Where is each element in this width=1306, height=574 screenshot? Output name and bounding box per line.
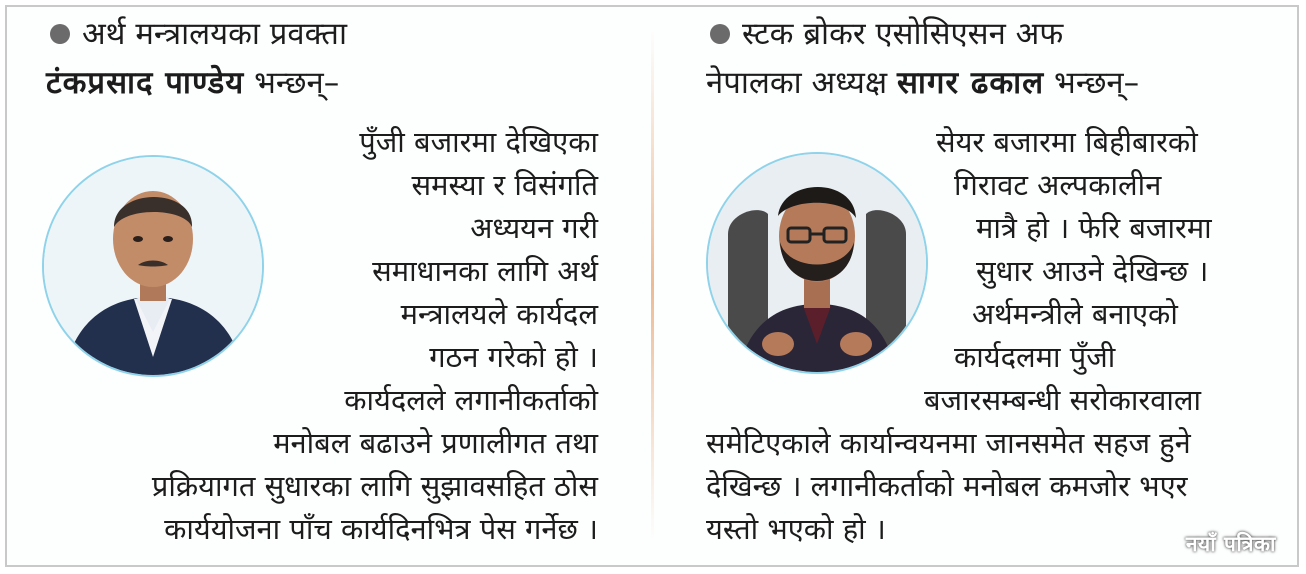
right-speaker-portrait: [706, 152, 928, 374]
right-quote-line: बजारसम्बन्धी सरोकारवाला: [924, 383, 1202, 417]
left-quote-line: कार्यदलले लगानीकर्ताको: [344, 383, 598, 417]
right-speaker-name: सागर ढकाल: [896, 65, 1045, 101]
left-quote-line: समाधानका लागि अर्थ: [372, 254, 598, 288]
publication-credit: नयाँ पत्रिका: [1185, 532, 1276, 556]
left-quote-line: कार्ययोजना पाँच कार्यदिनभित्र पेस गर्नेछ ।: [164, 512, 598, 546]
right-quote-line: देखिन्छ । लगानीकर्ताको मनोबल कमजोर भएर: [706, 469, 1188, 503]
right-heading-title: स्टक ब्रोकर एसोसिएसन अफ: [742, 16, 1064, 52]
right-heading-name-line: [706, 63, 1139, 103]
left-quote-line: अध्ययन गरी: [470, 211, 598, 245]
right-quote-line: सेयर बजारमा बिहीबारको: [936, 125, 1198, 159]
left-heading-name-line: [46, 63, 339, 103]
right-says-label: भन्छन्–: [1054, 65, 1140, 101]
bullet-icon: [50, 24, 70, 44]
right-quote-line: मात्रै हो । फेरि बजारमा: [976, 211, 1212, 245]
left-quote-line: गठन गरेको हो ।: [429, 340, 598, 374]
left-quote-line: पुँजी बजारमा देखिएका: [359, 125, 598, 159]
right-quote-line: सुधार आउने देखिन्छ ।: [976, 254, 1209, 288]
right-quote-line: समेटिएकाले कार्यान्वयनमा जानसमेत सहज हुने: [706, 426, 1191, 460]
left-quote-column: [0, 0, 651, 574]
right-quote-line: यस्तो भएको हो ।: [706, 512, 886, 546]
left-quote-line: मनोबल बढाउने प्रणालीगत तथा: [273, 426, 598, 460]
left-quote-line: प्रक्रियागत सुधारका लागि सुझावसहित ठोस: [151, 469, 598, 503]
right-quote-line: कार्यदलमा पुँजी: [954, 340, 1116, 374]
left-heading-title: अर्थ मन्त्रालयका प्रवक्ता: [82, 16, 347, 52]
left-quote-line: समस्या र विसंगति: [411, 168, 598, 202]
left-speaker-name: टंकप्रसाद पाण्डेय: [46, 65, 245, 101]
bullet-icon: [710, 24, 730, 44]
right-quote-column: [654, 0, 1304, 574]
left-speaker-portrait: [42, 155, 264, 377]
left-quote-line: मन्त्रालयले कार्यदल: [400, 297, 598, 331]
right-quote-line: गिरावट अल्पकालीन: [954, 168, 1162, 202]
left-says-label: भन्छन्–: [254, 65, 340, 101]
right-quote-line: अर्थमन्त्रीले बनाएको: [972, 297, 1178, 331]
right-heading-prefix: नेपालका अध्यक्ष: [706, 65, 888, 101]
